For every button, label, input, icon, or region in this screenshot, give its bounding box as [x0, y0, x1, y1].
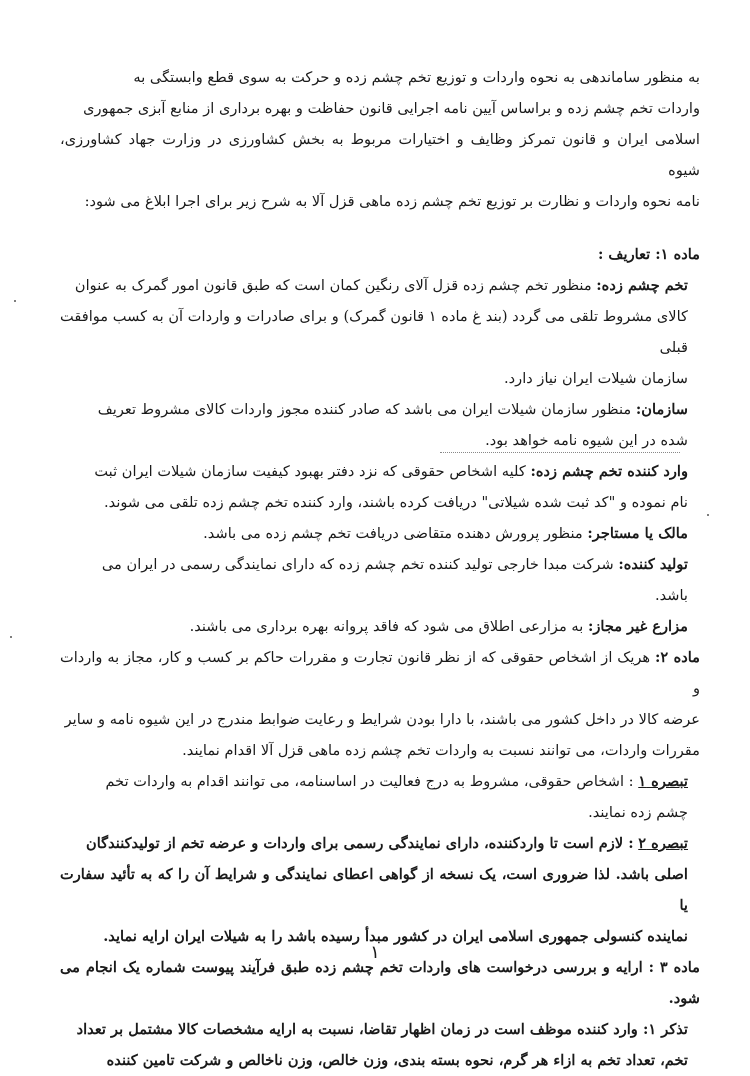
document-page: [60, 62, 700, 1076]
definition-text: به مزارعی اطلاق می شود که فاقد پروانه بهره برداری می باشند.: [189, 618, 584, 635]
definition-text: سازمان شیلات ایران نیاز دارد.: [504, 370, 688, 387]
article-3-text: ارایه و بررسی درخواست های واردات تخم چشم زده طبق فرآیند پیوست شماره یک انجام می شود.: [60, 959, 700, 1007]
definition-text: نام نموده و "کد ثبت شده شیلاتی" دریافت کرده باشند، وارد کننده تخم چشم زده تلقی می شوند.: [104, 494, 688, 511]
reminder-1: [60, 1014, 700, 1045]
article-2-text: هریک از اشخاص حقوقی که از نظر قانون تجارت و مقررات حاکم بر کسب و کار، مجاز به واردات و: [60, 649, 700, 697]
note-2-text: : لازم است تا واردکننده، دارای نمایندگی رسمی برای واردات و عرضه تخم از تولیدکنندگان: [86, 835, 634, 852]
dotted-scan-mark: [440, 452, 680, 453]
note-2-text: اصلی باشد. لذا ضروری است، یک نسخه از گواهی اعطای نمایندگی و شرایط آن را که به تأئید سفارت یا: [60, 866, 688, 914]
note-2-text: نماینده کنسولی جمهوری اسلامی ایران در کشور مبدأ رسیده باشد را به شیلات ایران ارایه نماید.: [103, 928, 688, 945]
definition-unauthorized-farms: [60, 611, 700, 642]
article-1-heading: ماده ۱: تعاریف :: [597, 246, 700, 263]
article-2-heading: ماده ۲:: [655, 649, 701, 666]
definition-producer: [60, 549, 700, 580]
definition-term: تخم چشم زده:: [596, 277, 688, 294]
note-1-text: چشم زده نمایند.: [588, 804, 688, 821]
definition-text: منظور پرورش دهنده متقاضی دریافت تخم چشم زده می باشد.: [203, 525, 583, 542]
scan-speck: [10, 636, 12, 638]
intro-line-1: به منظور ساماندهی به نحوه واردات و توزیع تخم چشم زده و حرکت به سوی قطع وابستگی به: [133, 69, 700, 86]
reminder-1-heading: تذکر ۱:: [642, 1021, 688, 1038]
reminder-1-text: وارد کننده موظف است در زمان اظهار تقاضا، نسبت به ارایه مشخصات کالا مشتمل بر تعداد: [76, 1021, 638, 1038]
definition-text: باشد.: [654, 587, 688, 604]
scan-speck: [707, 514, 709, 516]
intro-line-2: واردات تخم چشم زده و براساس آیین نامه اجرایی قانون حفاظت و بهره برداری از منابع آبزی جمهوری: [83, 100, 700, 117]
article-2: [60, 642, 700, 704]
definition-importer: [60, 456, 700, 487]
reminder-1-text: تخم، تعداد تخم به ازاء هر گرم، نحوه بسته بندی، وزن خالص، وزن ناخالص و شرکت تامین کننده: [106, 1052, 688, 1069]
note-1: [60, 766, 700, 797]
definition-term: سازمان:: [635, 401, 688, 418]
scan-speck: [14, 300, 16, 302]
definition-text: شده در این شیوه نامه خواهد بود.: [485, 432, 688, 449]
article-2-text: عرضه کالا در داخل کشور می باشند، با دارا بودن شرایط و رعایت ضوابط مندرج در این شیوه نامه و سایر: [64, 711, 700, 728]
definition-owner: [60, 518, 700, 549]
definition-text: شرکت مبدا خارجی تولید کننده تخم چشم زده که دارای نمایندگی رسمی در ایران می: [101, 556, 614, 573]
note-2-heading: تبصره ۲: [638, 835, 688, 852]
intro-line-4: نامه نحوه واردات و نظارت بر توزیع تخم چشم زده ماهی قزل آلا به شرح زیر برای اجرا ابلاغ می شود:: [84, 193, 700, 210]
definition-term: تولید کننده:: [618, 556, 688, 573]
note-1-text: : اشخاص حقوقی، مشروط به درج فعالیت در اساسنامه، می توانند اقدام به واردات تخم: [105, 773, 634, 790]
definition-text: منظور تخم چشم زده قزل آلای رنگین کمان است که طبق قانون امور گمرک به عنوان: [74, 277, 592, 294]
definition-text: کلیه اشخاص حقوقی که نزد دفتر بهبود کیفیت سازمان شیلات ایران ثبت: [94, 463, 526, 480]
definition-organization: [60, 394, 700, 425]
definition-term: مالک یا مستاجر:: [587, 525, 688, 542]
page-number: ۱: [370, 942, 380, 963]
article-3-heading: ماده ۳ :: [648, 959, 700, 976]
definition-term: وارد کننده تخم چشم زده:: [530, 463, 688, 480]
intro-line-3: اسلامی ایران و قانون تمرکز وظایف و اختیارات مربوط به بخش کشاورزی در وزارت جهاد کشاورزی، شیوه: [60, 131, 700, 179]
definition-text: کالای مشروط تلقی می گردد (بند غ ماده ۱ قانون گمرک) و برای صادرات و واردات آن به کسب موافقت قبلی: [60, 308, 688, 356]
definition-term: مزارع غیر مجاز:: [587, 618, 688, 635]
definition-egg: [60, 270, 700, 301]
note-1-heading: تبصره ۱: [638, 773, 688, 790]
note-2: [60, 828, 700, 859]
definition-text: منظور سازمان شیلات ایران می باشد که صادر کننده مجوز واردات کالای مشروط تعریف: [97, 401, 632, 418]
article-2-text: مقررات واردات، می توانند نسبت به واردات تخم چشم زده ماهی قزل آلا اقدام نمایند.: [182, 742, 700, 759]
